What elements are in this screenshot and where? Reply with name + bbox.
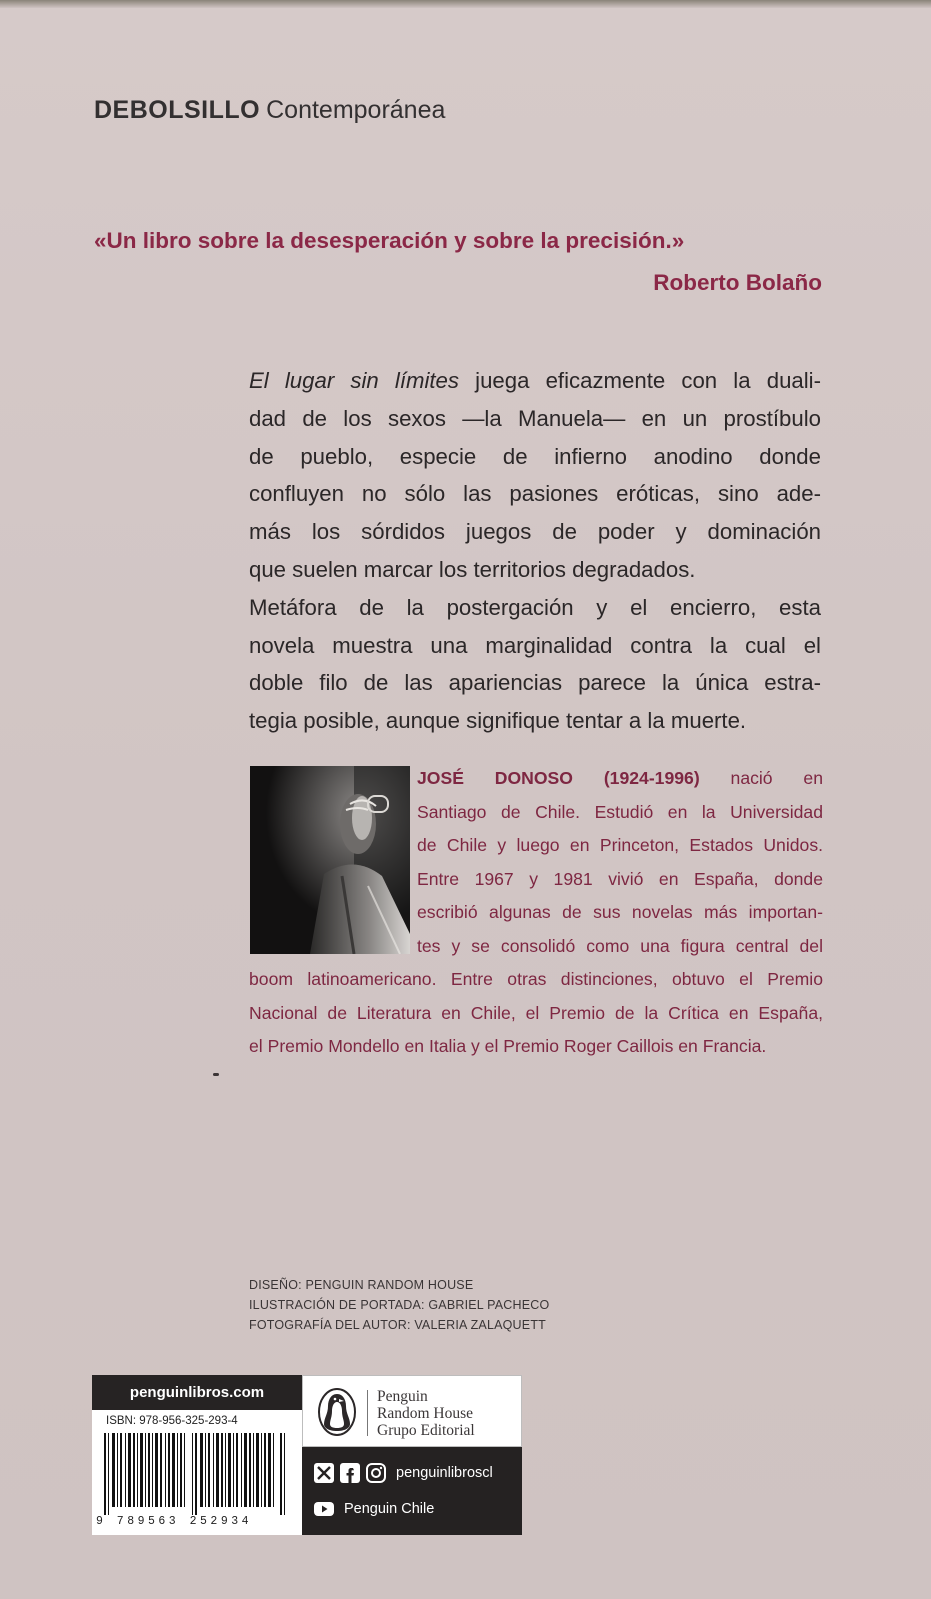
book-title: El lugar sin límites	[249, 368, 459, 393]
youtube-channel: Penguin Chile	[344, 1501, 435, 1517]
credit-photo: FOTOGRAFÍA DEL AUTOR: VALERIA ZALAQUETT	[249, 1318, 546, 1332]
credit-design: DISEÑO: PENGUIN RANDOM HOUSE	[249, 1278, 474, 1292]
cover-top-edge	[0, 0, 931, 8]
synopsis-line: El lugar sin límites juega eficazmente con la duali-	[249, 368, 821, 393]
publisher-panel	[302, 1375, 522, 1535]
logo-divider	[367, 1390, 368, 1436]
synopsis	[249, 362, 821, 740]
social-row	[314, 1499, 434, 1519]
x-icon	[314, 1463, 334, 1483]
synopsis-line: dad de los sexos —la Manuela— en un prostíbulo	[249, 405, 821, 431]
synopsis-line: Metáfora de la postergación y el encierro, esta	[249, 594, 821, 620]
bio-line: JOSÉ DONOSO (1924-1996) nació en	[417, 768, 823, 788]
bio-line: Nacional de Literatura en Chile, el Premio de la Crítica en España,	[249, 1002, 823, 1023]
penguin-logo-icon	[317, 1388, 357, 1436]
author-bio	[249, 762, 823, 1064]
publisher-logo	[302, 1375, 522, 1447]
barcode-panel	[92, 1375, 302, 1535]
facebook-icon	[340, 1463, 360, 1483]
barcode-digits: 9 789563 252934	[96, 1515, 253, 1528]
bio-line: boom latinoamericano. Entre otras distinciones, obtuvo el Premio	[249, 969, 823, 989]
bio-line: de Chile y luego en Princeton, Estados Unidos.	[417, 835, 823, 855]
cover-credits	[249, 1275, 549, 1335]
synopsis-line: tegia posible, aunque signifique tentar a la muerte.	[249, 708, 747, 734]
bio-line: el Premio Mondello en Italia y el Premio Roger Caillois en Francia.	[249, 1036, 767, 1056]
synopsis-line: confluyen no sólo las pasiones eróticas, sino ade-	[249, 481, 821, 507]
cover-speck	[213, 1073, 219, 1076]
synopsis-line: que suelen marcar los territorios degradados.	[249, 556, 696, 582]
synopsis-line: de pueblo, especie de infierno anodino donde	[249, 443, 821, 469]
bio-line: tes y se consolidó como una figura central del	[417, 935, 823, 956]
bio-line: Santiago de Chile. Estudió en la Universidad	[417, 801, 823, 822]
publisher-name: Penguin Random House Grupo Editorial	[377, 1388, 475, 1439]
author-name: JOSÉ DONOSO (1924-1996)	[417, 768, 700, 788]
barcode-icon	[104, 1433, 290, 1515]
blurb-quote	[94, 228, 822, 296]
collection-name: Contemporánea	[266, 96, 446, 124]
social-row	[314, 1463, 493, 1483]
imprint-name: DEBOLSILLO	[94, 96, 261, 124]
bio-line: escribió algunas de sus novelas más importan-	[417, 902, 823, 922]
youtube-icon	[314, 1499, 334, 1519]
website-label: penguinlibros.com	[92, 1375, 302, 1410]
synopsis-line: más los sórdidos juegos de poder y dominación	[249, 519, 821, 545]
series-header	[94, 96, 445, 125]
instagram-icon	[366, 1463, 386, 1483]
quote-text: «Un libro sobre la desesperación y sobre la precisión.»	[94, 228, 685, 253]
isbn-label: ISBN: 978-956-325-293-4	[106, 1415, 238, 1427]
credit-illustration: ILUSTRACIÓN DE PORTADA: GABRIEL PACHECO	[249, 1298, 550, 1312]
social-handle: penguinlibroscl	[396, 1465, 493, 1481]
synopsis-line: doble filo de las apariencias parece la única estra-	[249, 670, 821, 696]
quote-author: Roberto Bolaño	[653, 270, 822, 295]
social-links	[302, 1447, 522, 1535]
bio-line: Entre 1967 y 1981 vivió en España, donde	[417, 868, 823, 889]
synopsis-line: novela muestra una marginalidad contra la cual el	[249, 632, 821, 658]
